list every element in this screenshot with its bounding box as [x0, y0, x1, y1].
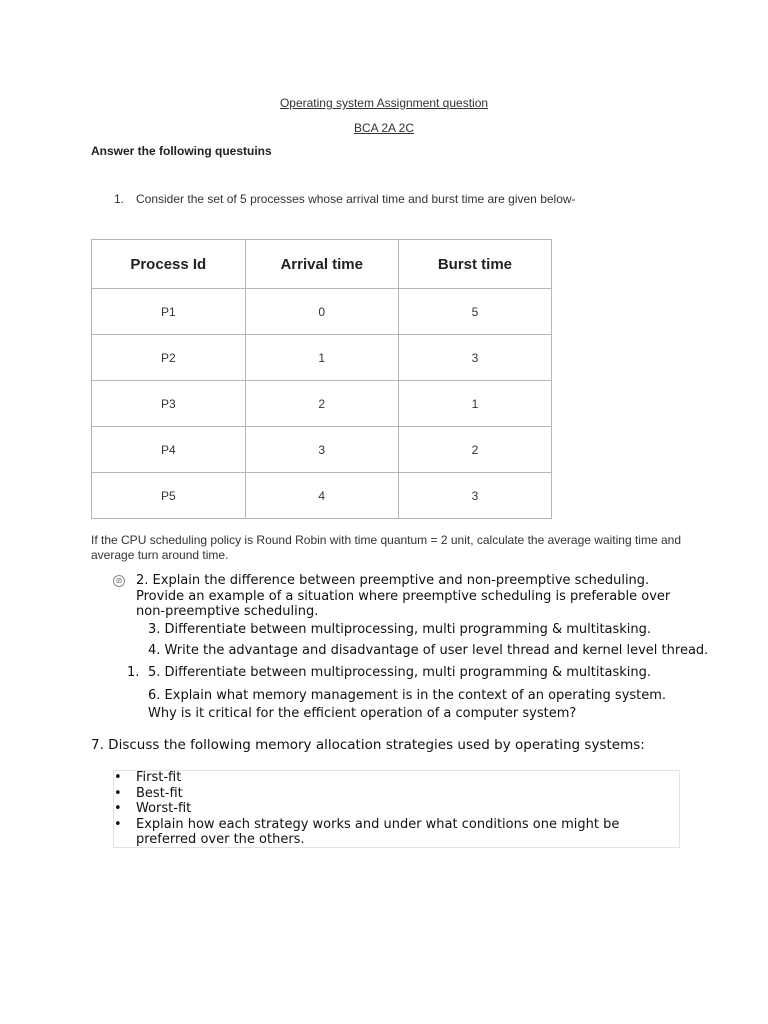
cell-process-id: P5	[92, 473, 246, 519]
cell-process-id: P3	[92, 381, 246, 427]
table-row	[92, 473, 552, 519]
table-header-row	[92, 240, 552, 289]
bullet-icon: •	[114, 801, 122, 816]
cell-process-id: P2	[92, 335, 246, 381]
document-subtitle: BCA 2A 2C	[353, 121, 415, 135]
cell-process-id: P1	[92, 289, 246, 335]
cell-burst-time: 1	[398, 381, 551, 427]
cell-arrival-time: 2	[245, 381, 398, 427]
question-7: 7. Discuss the following memory allocation strategies used by operating systems:	[91, 737, 645, 753]
round-robin-paragraph: If the CPU scheduling policy is Round Robin with time quantum = 2 unit, calculate the average waiting time and average turn around time.	[91, 533, 681, 562]
header-process-id: Process Id	[92, 240, 246, 289]
document-title: Operating system Assignment question	[279, 96, 489, 110]
question-1	[114, 192, 576, 206]
list-item: • First-fit	[114, 770, 182, 785]
table-row	[92, 289, 552, 335]
question-3: 3. Differentiate between multiprocessing, multi programming & multitasking.	[148, 622, 652, 637]
cell-process-id: P4	[92, 427, 246, 473]
question-6: 6. Explain what memory management is in the context of an operating system. Why is it critical for the efficient operation of a computer system?	[148, 688, 667, 721]
comment-marker-icon[interactable]: ⊘	[113, 575, 125, 587]
header-burst-time: Burst time	[398, 240, 551, 289]
list-item: • Worst-fit	[114, 801, 192, 816]
table-row	[92, 381, 552, 427]
cell-burst-time: 3	[398, 335, 551, 381]
bullet-icon: •	[114, 785, 122, 801]
bullet-icon: •	[114, 816, 122, 832]
cell-arrival-time: 0	[245, 289, 398, 335]
question-4: 4. Write the advantage and disadvantage of user level thread and kernel level thread.	[148, 643, 709, 658]
list-item: • Explain how each strategy works and under what conditions one might be preferred over the others.	[114, 816, 620, 847]
bullet-icon: •	[114, 770, 122, 785]
question-5-list-number: 1.	[127, 665, 140, 680]
process-table	[91, 239, 552, 519]
strategy-list	[113, 770, 673, 848]
question-5: 5. Differentiate between multiprocessing, multi programming & multitasking.	[148, 665, 652, 680]
cell-burst-time: 3	[398, 473, 551, 519]
table-row	[92, 427, 552, 473]
header-arrival-time: Arrival time	[245, 240, 398, 289]
instruction-heading: Answer the following questuins	[91, 144, 272, 158]
cell-burst-time: 5	[398, 289, 551, 335]
table-row	[92, 335, 552, 381]
cell-arrival-time: 3	[245, 427, 398, 473]
cell-arrival-time: 4	[245, 473, 398, 519]
cell-arrival-time: 1	[245, 335, 398, 381]
list-item: • Best-fit	[114, 785, 183, 801]
question-2: 2. Explain the difference between preemptive and non-preemptive scheduling. Provide an example of a situation where preemptive scheduling is preferable over non-preemptive scheduling.	[136, 573, 671, 619]
question-1-text: Consider the set of 5 processes whose arrival time and burst time are given below-	[136, 192, 576, 206]
cell-burst-time: 2	[398, 427, 551, 473]
question-1-number: 1.	[114, 192, 125, 206]
